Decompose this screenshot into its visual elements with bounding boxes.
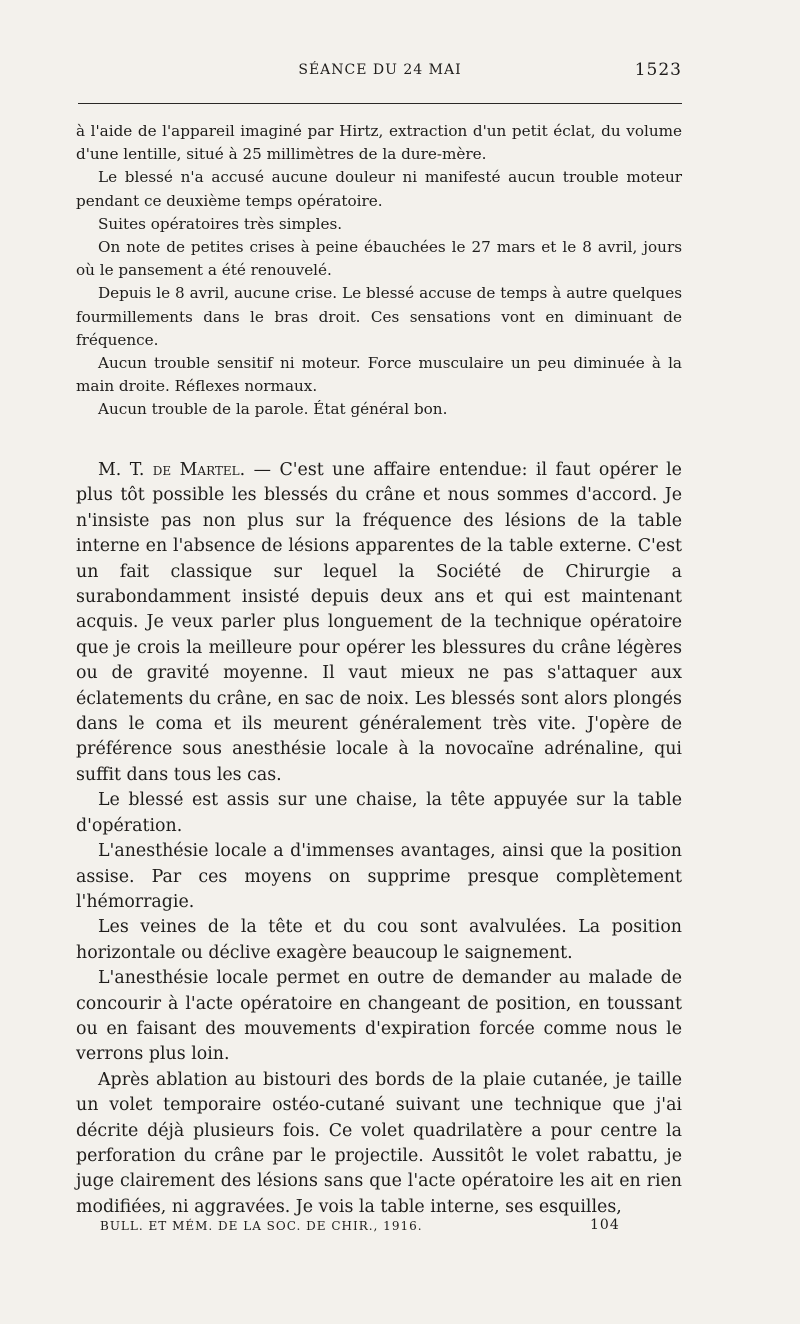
signature-mark: 104 bbox=[590, 1217, 620, 1233]
paragraph: L'anesthésie locale permet en outre de demander au malade de concourir à l'acte opératoire en changeant de position, en toussant ou en faisant des mouvements d'expiration forcée comme nous le verrons plus loin. bbox=[76, 968, 682, 1065]
header-rule bbox=[78, 103, 682, 104]
speaker-prefix: M. T. bbox=[98, 460, 153, 480]
paragraph: L'anesthésie locale a d'immenses avantages, ainsi que la position assise. Par ces moyens on supprime presque complètement l'hémorragie. bbox=[76, 841, 682, 912]
paragraph: Les veines de la tête et du cou sont avalvulées. La position horizontale ou déclive exagère beaucoup le saignement. bbox=[76, 917, 682, 963]
discussion-section bbox=[76, 458, 682, 1220]
page-number: 1523 bbox=[634, 60, 682, 80]
paragraph: Suites opératoires très simples. bbox=[98, 214, 343, 233]
speaker-paragraph bbox=[76, 458, 682, 788]
running-header bbox=[78, 62, 682, 84]
case-report-section bbox=[76, 120, 682, 422]
paragraph: à l'aide de l'appareil imaginé par Hirtz, extraction d'un petit éclat, du volume d'une lentille, situé à 25 millimètres de la dure-mère. bbox=[76, 122, 682, 164]
paragraph: Aucun trouble de la parole. État général bon. bbox=[98, 400, 448, 419]
paragraph: Le blessé n'a accusé aucune douleur ni manifesté aucun trouble moteur pendant ce deuxième temps opératoire. bbox=[76, 168, 682, 210]
paragraph: On note de petites crises à peine ébauchées le 27 mars et le 8 avril, jours où le pansement a été renouvelé. bbox=[76, 238, 682, 280]
journal-citation: BULL. ET MÉM. DE LA SOC. DE CHIR., 1916. bbox=[100, 1219, 423, 1233]
paragraph: Après ablation au bistouri des bords de la plaie cutanée, je taille un volet temporaire ostéo-cutané suivant une technique que j'ai décrite déjà plusieurs fois. Ce volet quadrilatère a pour centre la perforation du crâne par le projectile. Aussitôt le volet rabattu, je juge clairement des lésions sans que l'acte opératoire les ait en rien modifiées, ni aggravées. Je vois la table interne, ses esquilles, bbox=[76, 1069, 682, 1217]
paragraph: Le blessé est assis sur une chaise, la tête appuyée sur la table d'opération. bbox=[76, 790, 682, 836]
speaker-name: de Martel bbox=[152, 460, 240, 480]
speaker-suffix: . — bbox=[239, 460, 280, 480]
paragraph-text: C'est une affaire entendue: il faut opérer le plus tôt possible les blessés du crâne et nous sommes d'accord. Je n'insiste pas non plus sur la fréquence des lésions de la table interne en l'absence de lésions apparentes de la table externe. C'est un fait classique sur lequel la Société de Chirurgie a surabondamment insisté depuis deux ans et qui est maintenant acquis. Je veux parler plus longuement de la technique opératoire que je crois la meilleure pour opérer les blessures du crâne légères ou de gravité moyenne. Il vaut mieux ne pas s'attaquer aux éclatements du crâne, en sac de noix. Les blessés sont alors plongés dans le coma et ils meurent généralement très vite. J'opère de préférence sous anesthésie locale à la novocaïne adrénaline, qui suffit dans tous les cas. bbox=[76, 460, 682, 785]
paragraph: Aucun trouble sensitif ni moteur. Force musculaire un peu diminuée à la main droite. Réflexes normaux. bbox=[76, 354, 682, 396]
header-title: SÉANCE DU 24 MAI bbox=[298, 62, 462, 78]
paragraph: Depuis le 8 avril, aucune crise. Le blessé accuse de temps à autre quelques fourmillements dans le bras droit. Ces sensations vont en diminuant de fréquence. bbox=[76, 284, 682, 349]
